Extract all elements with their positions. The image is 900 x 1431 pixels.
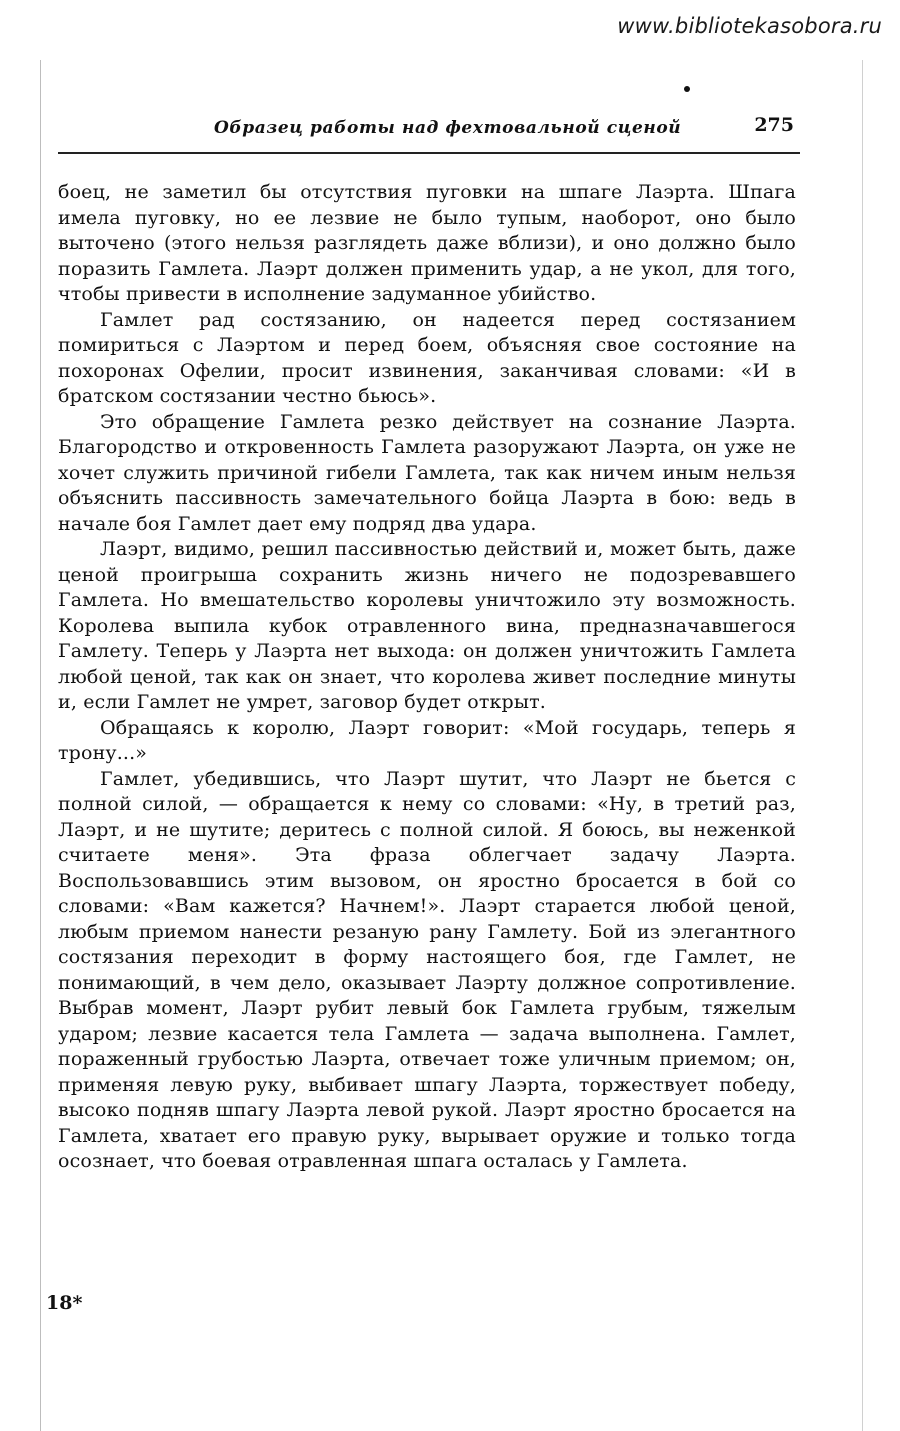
page-number: 275 [754,114,794,136]
printer-signature-mark: 18* [46,1292,83,1314]
scan-edge-right [862,60,863,1431]
paragraph-6: Гамлет, убедившись, что Лаэрт шутит, что Лаэрт не бьется с полной силой, — обращается к нему со словами: «Ну, в третий раз, Лаэрт, и не шутите; деритесь с полной силой. Я боюсь, вы неженкой считаете меня». Эта фраза облегчает задачу Лаэрта. Воспользовавшись этим вызовом, он яростно бросается в бой со словами: «Вам кажется? Начнем!». Лаэрт старается любой ценой, любым приемом нанести резаную рану Гамлету. Бой из элегантного состязания переходит в форму настоящего боя, где Гамлет, не понимающий, в чем дело, оказывает Лаэрту должное сопротивление. Выбрав момент, Лаэрт рубит левый бок Гамлета грубым, тяжелым ударом; лезвие касается тела Гамлета — задача выполнена. Гамлет, пораженный грубостью Лаэрта, отвечает тоже уличным приемом; он, применяя левую руку, выбивает шпагу Лаэрта, торжествует победу, высоко подняв шпагу Лаэрта левой рукой. Лаэрт яростно бросается на Гамлета, хватает его правую руку, вырывает оружие и только тогда осознает, что боевая отравленная шпага осталась у Гамлета. [58,767,796,1172]
running-title: Образец работы над фехтовальной сценой [214,118,682,138]
body-text [58,180,796,1175]
ink-speck [684,86,690,92]
paragraph-3: Это обращение Гамлета резко действует на сознание Лаэрта. Благородство и откровенность Гамлета разоружают Лаэрта, он уже не хочет служить причиной гибели Гамлета, так как ничем иным нельзя объяснить пассивность замечательного бойца Лаэрта в бою: ведь в начале боя Гамлет дает ему подряд два удара. [58,410,796,535]
paragraph-4: Лаэрт, видимо, решил пассивностью действий и, может быть, даже ценой проигрыша сохранить жизнь ничего не подозревавшего Гамлета. Но вмешательство королевы уничтожило эту возможность. Королева выпила кубок отравленного вина, предназначавшегося Гамлету. Теперь у Лаэрта нет выхода: он должен уничтожить Гамлета любой ценой, так как он знает, что королева живет последние минуты и, если Гамлет не умрет, заговор будет открыт. [58,538,796,713]
watermark-url: www.bibliotekasobora.ru [617,14,882,38]
paragraph-5: Обращаясь к королю, Лаэрт говорит: «Мой государь, теперь я трону...» [58,716,796,764]
scan-edge-left [40,60,41,1431]
paragraph-1: боец, не заметил бы отсутствия пуговки на шпаге Лаэрта. Шпага имела пуговку, но ее лезвие не было тупым, наоборот, оно было выточено (этого нельзя разглядеть даже вблизи), и оно должно было поразить Гамлета. Лаэрт должен применить удар, а не укол, для того, чтобы привести в исполнение задуманное убийство. [58,181,796,305]
running-head [58,112,800,154]
paragraph-2: Гамлет рад состязанию, он надеется перед состязанием помириться с Лаэртом и перед боем, объясняя свое состояние на похоронах Офелии, просит извинения, заканчивая словами: «И в братском состязании честно бьюсь». [58,308,796,407]
